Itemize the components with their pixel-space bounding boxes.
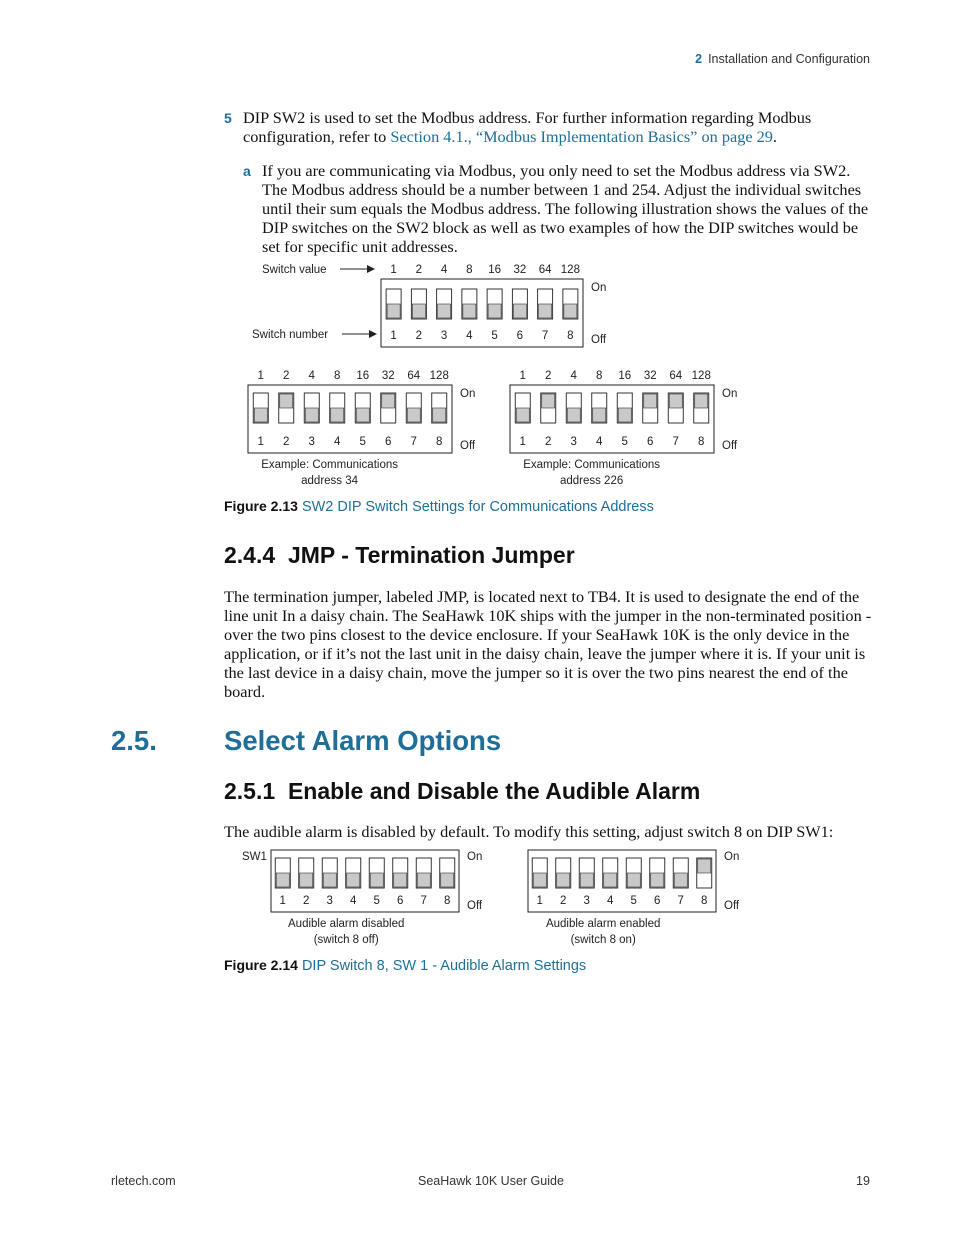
switch-number-label: 1 [390, 330, 397, 342]
switch-value-label: 128 [429, 370, 449, 382]
off-label: Off [460, 440, 476, 452]
example-caption-line1: Example: Communications [523, 459, 660, 471]
switch-value-label: 4 [570, 370, 577, 382]
switch-value-label: 8 [466, 264, 473, 276]
dip-switch-knob-off [356, 408, 369, 422]
dip-switch-knob-on [644, 394, 657, 408]
dip-switch-knob-off [580, 873, 593, 887]
on-label: On [467, 851, 483, 863]
switch-number-label: 5 [491, 330, 498, 342]
section-2-5-number: 2.5. [111, 725, 157, 756]
switch-number-label: 7 [420, 895, 427, 907]
sw1-label: SW1 [242, 851, 267, 863]
heading-2-5-1-title: Enable and Disable the Audible Alarm [287, 778, 701, 804]
switch-value-label: 2 [415, 264, 423, 276]
switch-number-label: Switch number [252, 329, 329, 341]
dip-switch-knob-off [604, 873, 617, 887]
switch-number-label: 3 [570, 436, 577, 448]
step-5-end: . [772, 127, 777, 146]
dip-switch-knob-off [347, 873, 360, 887]
dip-switch-knob-off [433, 408, 446, 422]
dip-switch-knob-off [276, 873, 289, 887]
switch-value-label: 128 [560, 264, 580, 276]
step-5a-paragraph: If you are communicating via Modbus, you only need to set the Modbus address via SW2. The Modbus address should be a number between 1 and 254. Adjust the individual switches until their sum equals the Modbus address. The following illustration shows the values of the DIP switches on the SW2 block as well as two examples of how the DIP switches would be set for specific unit addresses. [262, 161, 869, 256]
dip-switch-knob-off [412, 304, 425, 318]
example-caption-line2: address 226 [559, 475, 624, 487]
figure-2-14-number: Figure 2.14 [224, 957, 298, 973]
dip-switch-knob-off [618, 408, 631, 422]
footer-page-number: 19 [856, 1174, 870, 1188]
switch-number-label: 1 [279, 895, 286, 907]
switch-number-label: 1 [519, 436, 526, 448]
heading-2-4-4-number: 2.4.4 [224, 542, 276, 568]
switch-number-label: 3 [326, 895, 333, 907]
sw2-dip-switch-diagram [0, 0, 954, 500]
switch-number-label: 8 [444, 895, 451, 907]
switch-value-label: 4 [440, 264, 448, 276]
dip-switch-knob-off [557, 873, 570, 887]
heading-2-5-1 [224, 778, 700, 805]
modbus-section-link[interactable]: Section 4.1., “Modbus Implementation Basics” on page 29 [390, 127, 773, 146]
switch-number-label: 5 [621, 436, 628, 448]
dip-switch-knob-off [539, 304, 552, 318]
jumper-paragraph: The termination jumper, labeled JMP, is located next to TB4. It is used to designate the end of the line unit In a daisy chain. The SeaHawk 10K ships with the jumper in the non-terminated position - over the two pins closest to the device enclosure. If your SeaHawk 10K is the only device in the application, or if it’s not the last unit in the daisy chain, leave the jumper where it is. If your unit is the last device in a daisy chain, move the jumper so it is over the two pins nearest the end of the board. [224, 587, 872, 701]
switch-number-label: 5 [630, 895, 637, 907]
switch-number-label: 7 [541, 330, 549, 342]
dip-switch-knob-off [254, 408, 267, 422]
switch-number-label: 7 [677, 895, 684, 907]
switch-number-label: 3 [308, 436, 315, 448]
switch-number-label: 6 [397, 895, 404, 907]
footer-guide-title: SeaHawk 10K User Guide [418, 1174, 564, 1188]
dip-switch-knob-off [627, 873, 640, 887]
switch-value-label: 4 [308, 370, 315, 382]
dip-switch-knob-off [323, 873, 336, 887]
example-caption-line2: (switch 8 on) [570, 934, 636, 946]
chapter-title: Installation and Configuration [708, 52, 870, 66]
heading-2-4-4 [224, 542, 575, 569]
switch-number-label: 2 [415, 330, 423, 342]
switch-number-label: 3 [440, 330, 448, 342]
dip-switch-knob-off [305, 408, 318, 422]
switch-number-label: 6 [385, 436, 392, 448]
switch-number-label: 8 [698, 436, 705, 448]
switch-value-label: 16 [356, 370, 370, 382]
switch-value-label: 32 [643, 370, 657, 382]
dip-switch-knob-off [463, 304, 476, 318]
switch-number-label: 8 [567, 330, 574, 342]
chapter-number: 2 [695, 52, 703, 66]
dip-switch-knob-off [651, 873, 664, 887]
on-label: On [722, 388, 738, 400]
dip-switch-knob-off [513, 304, 526, 318]
switch-value-label: 16 [488, 264, 502, 276]
switch-value-label: Switch value [262, 264, 327, 276]
dip-switch-knob-on [669, 394, 682, 408]
switch-number-label: 5 [373, 895, 380, 907]
dip-switch-knob-off [331, 408, 344, 422]
switch-value-label: 8 [334, 370, 341, 382]
dip-switch-knob-off [441, 873, 454, 887]
example-caption-line2: address 34 [301, 475, 359, 487]
sw1-dip-switch-diagram [0, 840, 954, 955]
dip-switch-knob-off [564, 304, 577, 318]
dip-switch-knob-on [542, 394, 555, 408]
example-caption-line1: Example: Communications [261, 459, 398, 471]
example-caption-line2: (switch 8 off) [313, 934, 379, 946]
off-label: Off [467, 900, 483, 912]
dip-switch-knob-on [382, 394, 395, 408]
switch-number-label: 8 [436, 436, 443, 448]
switch-number-label: 3 [583, 895, 590, 907]
dip-switch-knob-on [280, 394, 293, 408]
switch-value-label: 64 [407, 370, 421, 382]
switch-number-label: 1 [257, 436, 264, 448]
switch-number-label: 4 [466, 330, 473, 342]
heading-2-5-1-number: 2.5.1 [224, 778, 276, 804]
figure-2-13-number: Figure 2.13 [224, 498, 298, 514]
switch-number-label: 2 [545, 436, 552, 448]
sub-step-letter: a [243, 163, 251, 179]
on-label: On [724, 851, 740, 863]
switch-number-label: 4 [350, 895, 357, 907]
off-label: Off [724, 900, 740, 912]
on-label: On [460, 388, 476, 400]
off-label: Off [722, 440, 738, 452]
on-label: On [591, 282, 607, 294]
figure-2-14-caption [224, 957, 586, 974]
switch-number-label: 2 [560, 895, 567, 907]
heading-2-4-4-title: JMP - Termination Jumper [287, 542, 575, 568]
step-number: 5 [224, 110, 232, 126]
switch-number-label: 5 [359, 436, 366, 448]
example-address-226-block [510, 370, 738, 487]
dip-switch-knob-off [593, 408, 606, 422]
switch-value-label: 32 [513, 264, 527, 276]
switch-value-label: 32 [381, 370, 395, 382]
step-5-text: DIP SW2 is used to set the Modbus address. For further information regarding Modbus configuration, refer to [243, 108, 812, 146]
dip-switch-knob-off [488, 304, 501, 318]
dip-switch-knob-on [698, 859, 711, 873]
switch-number-label: 6 [516, 330, 524, 342]
dip-switch-knob-off [370, 873, 383, 887]
switch-value-label: 64 [669, 370, 683, 382]
switch-number-label: 2 [283, 436, 290, 448]
dip-switch-knob-off [533, 873, 546, 887]
switch-value-label: 64 [538, 264, 552, 276]
alarm-disabled-block [271, 850, 483, 946]
switch-value-label: 1 [519, 370, 526, 382]
footer-website: rletech.com [111, 1174, 176, 1188]
dip-switch-knob-off [567, 408, 580, 422]
dip-switch-knob-off [417, 873, 430, 887]
switch-number-label: 6 [647, 436, 654, 448]
switch-number-label: 4 [607, 895, 614, 907]
dip-switch-knob-off [438, 304, 451, 318]
dip-switch-knob-off [674, 873, 687, 887]
switch-value-label: 1 [390, 264, 397, 276]
switch-number-label: 4 [334, 436, 341, 448]
figure-2-13-title: SW2 DIP Switch Settings for Communications Address [301, 499, 654, 515]
alarm-enabled-block [528, 850, 740, 946]
switch-number-label: 7 [672, 436, 679, 448]
switch-number-label: 2 [303, 895, 310, 907]
switch-value-label: 8 [596, 370, 603, 382]
dip-switch-knob-off [516, 408, 529, 422]
example-caption-line1: Audible alarm disabled [288, 918, 405, 930]
figure-2-13-caption [224, 498, 654, 515]
dip-switch-knob-off [407, 408, 420, 422]
figure-2-14-title: DIP Switch 8, SW 1 - Audible Alarm Settings [301, 958, 587, 974]
switch-number-label: 7 [410, 436, 417, 448]
switch-value-label: 128 [691, 370, 711, 382]
audible-alarm-paragraph: The audible alarm is disabled by default. To modify this setting, adjust switch 8 on DIP SW1: [224, 822, 834, 841]
switch-value-label: 16 [618, 370, 632, 382]
dip-switch-knob-on [695, 394, 708, 408]
section-2-5-title: Select Alarm Options [224, 725, 502, 756]
dip-switch-knob-off [394, 873, 407, 887]
switch-value-label: 1 [257, 370, 264, 382]
example-caption-line1: Audible alarm enabled [545, 918, 661, 930]
off-label: Off [591, 334, 607, 346]
switch-number-label: 1 [536, 895, 543, 907]
switch-number-label: 4 [596, 436, 603, 448]
switch-value-label: 2 [283, 370, 290, 382]
example-address-34-block [248, 370, 476, 487]
switch-value-label: 2 [545, 370, 552, 382]
sw2-reference-block [381, 264, 607, 347]
dip-switch-knob-off [300, 873, 313, 887]
switch-number-label: 6 [654, 895, 661, 907]
switch-number-label: 8 [701, 895, 708, 907]
dip-switch-knob-off [387, 304, 400, 318]
